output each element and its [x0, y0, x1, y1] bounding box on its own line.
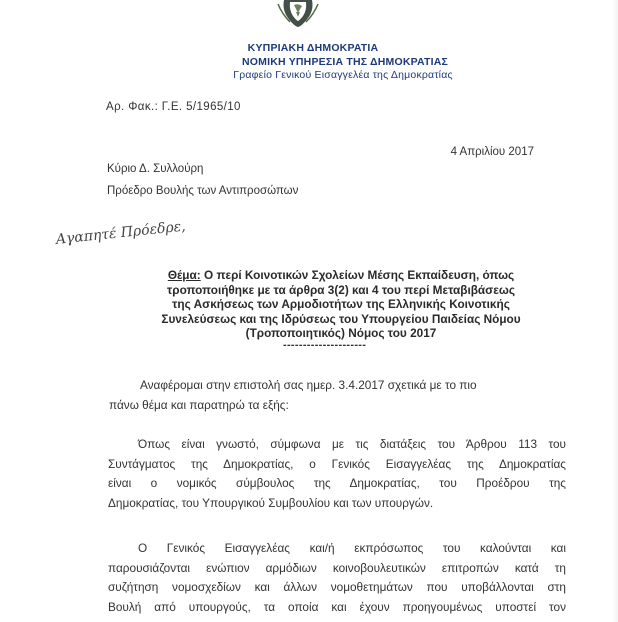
paragraph-2-line: Όπως είναι γνωστό, σύμφωνα με τις διατάξεις του Άρθρου 113 του [138, 437, 566, 451]
subject-label: Θέμα: [167, 268, 201, 282]
paragraph-3-line: Βουλή από υπουργούς, τα οποία και έχουν προηγουμένως υποστεί τον [108, 599, 566, 614]
paragraph-3 [108, 539, 566, 617]
file-reference: Αρ. Φακ.: Γ.Ε. 5/1965/10 [106, 101, 241, 113]
subject-line-5: (Τροποποιητικός) Νόμος του 2017 [245, 326, 437, 340]
recipient-name: Κύριο Δ. Συλλούρη [107, 163, 204, 175]
subject-block [118, 268, 564, 341]
paragraph-2 [108, 435, 566, 513]
paragraph-2-line: Δημοκρατίας, του Υπουργικού Συμβουλίου και των υπουργών. [108, 495, 434, 510]
subject-line-4: Συνελεύσεως και της Ιδρύσεως του Υπουργείου Παιδείας Νόμου [161, 311, 521, 326]
subject-line-2: τροποποιήθηκε με τα άρθρα 3(2) και 4 του περί Μεταβιβάσεως [167, 282, 515, 297]
scan-edge-shadow [612, 0, 618, 622]
paragraph-3-line: παρουσιάζονται ενώπιον αρμόδιων κοινοβουλευτικών επιτροπών κατά τη [108, 560, 566, 575]
paragraph-1-line: πάνω θέμα και παρατηρώ τα εξής: [109, 397, 289, 412]
header-service: ΝΟΜΙΚΗ ΥΠΗΡΕΣΙΑ ΤΗΣ ΔΗΜΟΚΡΑΤΙΑΣ [241, 56, 448, 68]
subject-underline: --------------------- [283, 339, 367, 351]
paragraph-3-line: συζήτηση νομοσχεδίων και άλλων νομοθετημάτων που υποβάλλονται στη [108, 580, 566, 594]
subject-line-1: Θέμα: Ο περί Κοινοτικών Σχολείων Μέσης Εκπαίδευση, όπως [167, 268, 515, 282]
recipient-title: Πρόεδρο Βουλής των Αντιπροσώπων [107, 185, 299, 197]
header-country: ΚΥΠΡΙΑΚΗ ΔΗΜΟΚΡΑΤΙΑ [247, 42, 379, 54]
coat-of-arms-icon [276, 0, 320, 30]
paragraph-1 [109, 376, 566, 415]
handwritten-salutation: Αγαπητέ Πρόεδρε, [55, 218, 187, 248]
header-office: Γραφείο Γενικού Εισαγγελέα της Δημοκρατίας [233, 69, 453, 81]
subject-line-3: της Ασκήσεως των Αρμοδιοτήτων της Ελληνικής Κοινοτικής [172, 297, 510, 311]
letter-date: 4 Απριλίου 2017 [450, 146, 534, 158]
paragraph-1-line: Αναφέρομαι στην επιστολή σας ημερ. 3.4.2017 σχετικά με το πιο [140, 378, 477, 392]
paragraph-2-line: είναι ο νομικός σύμβουλος της Δημοκρατίας, του Προέδρου της [108, 476, 566, 490]
paragraph-3-line: Ο Γενικός Εισαγγελέας και/ή εκπρόσωπος του καλούνται και [138, 541, 566, 555]
paragraph-2-line: Συντάγματος της Δημοκρατίας, ο Γενικός Εισαγγελέας της Δημοκρατίας [108, 456, 566, 471]
